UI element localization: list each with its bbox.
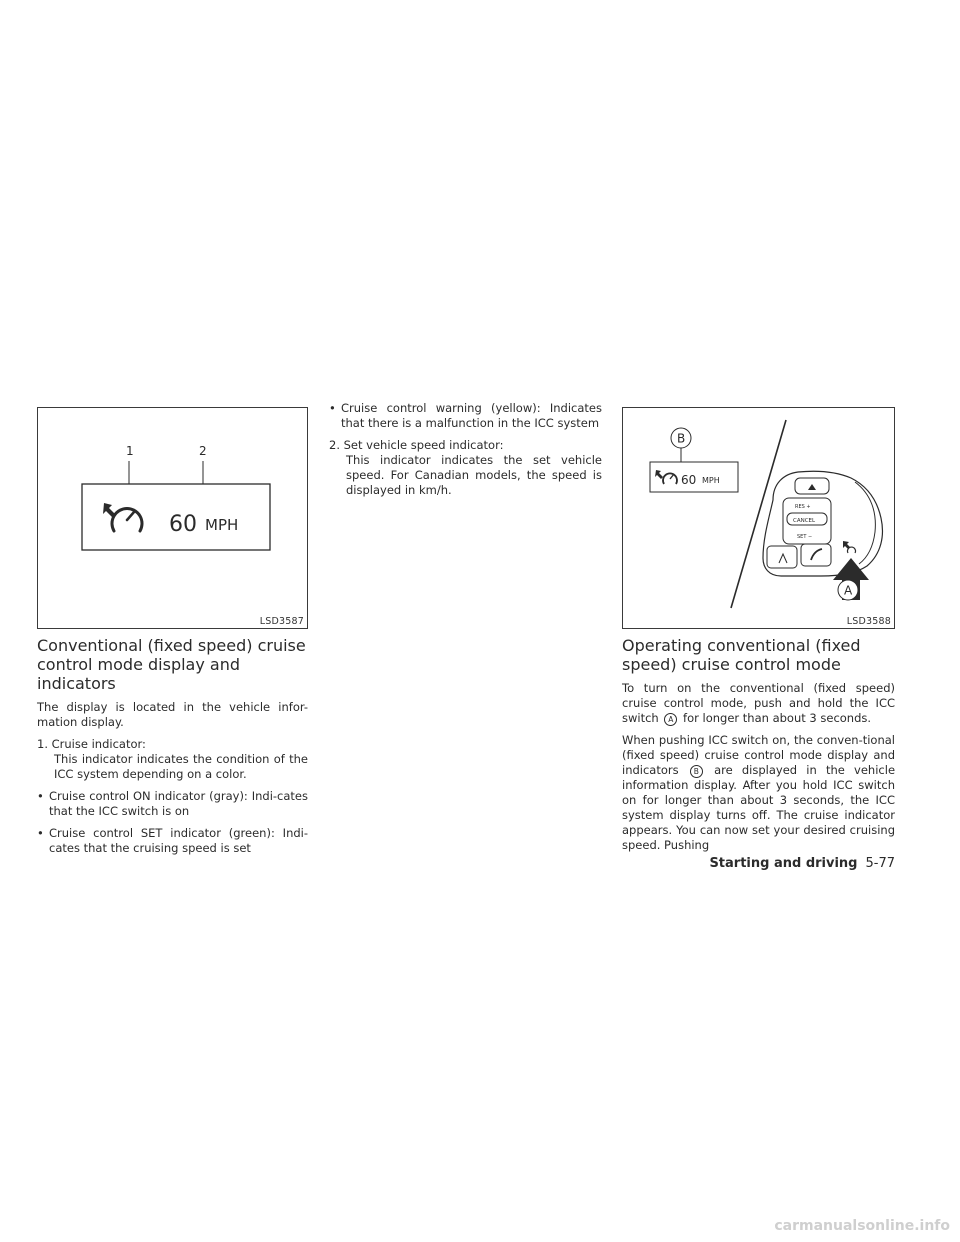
callout-1: 1 xyxy=(126,444,134,458)
figure-cruise-display xyxy=(37,407,308,629)
section-heading-operating: Operating conventional (fixed speed) cruise control mode xyxy=(622,636,861,674)
middle-column xyxy=(329,401,602,498)
set-speed-unit: MPH xyxy=(205,516,239,534)
right-column xyxy=(622,636,895,853)
bullet-icon: • xyxy=(37,789,44,803)
paragraph-text: To turn on the conventional (fixed speed) cruise control mode, push and hold the ICC switch xyxy=(622,681,895,725)
item-description: This indicator indicates the set vehicle speed. For Canadian models, the speed is displayed in km/h. xyxy=(346,453,602,497)
set-speed-value: 60 xyxy=(169,512,197,537)
callout-b: B xyxy=(677,431,686,446)
figure-icc-switch xyxy=(622,407,895,629)
watermark xyxy=(0,1218,960,1234)
paragraph-text: are displayed in the vehicle information display. After you hold ICC switch on for longer than about 3 seconds, the ICC system display turns off. The cruise indicator appears. You can now set your desired cruising speed. Pushing xyxy=(622,763,896,852)
callout-a: A xyxy=(844,583,853,598)
page-number: 5-77 xyxy=(865,856,895,871)
set-label: SET − xyxy=(797,534,813,540)
left-column xyxy=(37,636,308,856)
bullet-on-indicator xyxy=(37,789,308,819)
cruise-display-illustration xyxy=(38,408,307,628)
paragraph-text: When pushing ICC switch on, the conven-tional (fixed speed) cruise control mode display and indicators xyxy=(622,733,895,777)
item-lead: 1. Cruise indicator: xyxy=(37,737,146,751)
list-item-cruise-indicator xyxy=(37,737,308,782)
item-description: This indicator indicates the condition of the ICC system depending on a color. xyxy=(54,752,308,781)
mini-speed-value: 60 xyxy=(681,473,697,487)
icc-switch-illustration xyxy=(623,408,894,628)
section-name: Starting and driving xyxy=(709,856,858,871)
intro-paragraph: The display is located in the vehicle infor-mation display. xyxy=(37,700,308,729)
bullet-text: Cruise control warning (yellow): Indicates that there is a malfunction in the ICC system xyxy=(341,401,602,430)
section-heading-display: Conventional (fixed speed) cruise control mode display and indicators xyxy=(37,636,306,693)
phone-button xyxy=(801,544,831,566)
bullet-set-indicator xyxy=(37,826,308,856)
paragraph-turn-on xyxy=(622,681,895,726)
mini-speed-unit: MPH xyxy=(702,476,720,485)
bullet-icon: • xyxy=(329,401,336,415)
bullet-warning-indicator xyxy=(329,401,602,431)
paragraph-pushing xyxy=(622,733,895,853)
callout-2: 2 xyxy=(199,444,207,458)
page-footer xyxy=(700,852,895,871)
bullet-text: Cruise control ON indicator (gray): Indi-cates that the ICC switch is on xyxy=(49,789,308,818)
figure-code: LSD3588 xyxy=(846,616,891,627)
bullet-icon: • xyxy=(37,826,44,840)
watermark-text: carmanualsonline.info xyxy=(774,1218,950,1234)
bullet-text: Cruise control SET indicator (green): Indi-cates that the cruising speed is set xyxy=(49,826,308,855)
list-item-set-speed xyxy=(329,438,602,498)
callout-b-inline: B xyxy=(690,765,703,778)
res-label: RES + xyxy=(795,504,811,510)
item-lead: 2. Set vehicle speed indicator: xyxy=(329,438,504,452)
cancel-label: CANCEL xyxy=(793,518,816,524)
paragraph-text: for longer than about 3 seconds. xyxy=(683,711,872,725)
figure-code: LSD3587 xyxy=(259,616,304,627)
callout-a-inline: A xyxy=(664,713,677,726)
